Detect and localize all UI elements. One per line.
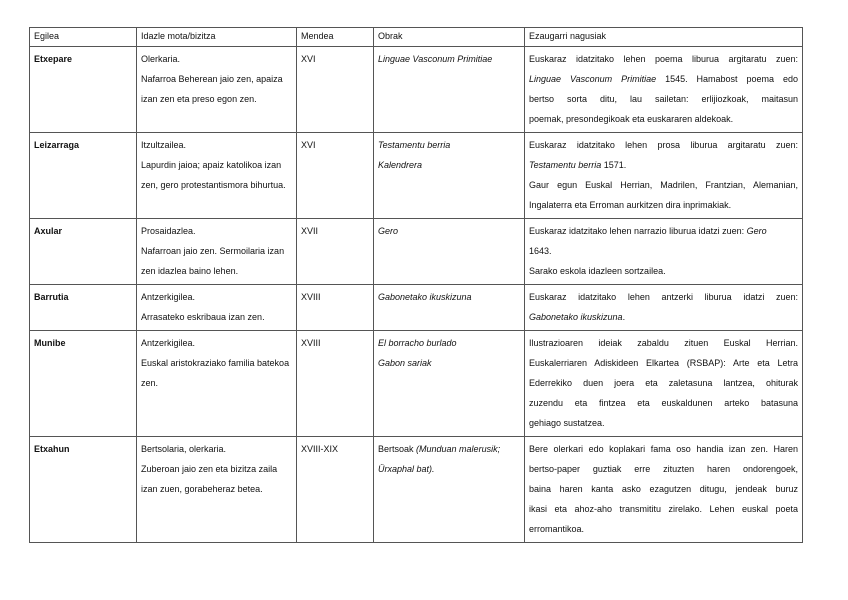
work-title: Testamentu berria: [378, 140, 451, 150]
feature-line: Ilustrazioaren ideiak zabaldu zituen Euskal Herrian.: [529, 338, 798, 348]
author-cell: Axular: [30, 219, 137, 285]
works-cell: [374, 331, 525, 437]
feature-line: Euskaraz idatzitako lehen prosa liburua argitaratu zuen:: [529, 140, 798, 150]
work-reference: Linguae Vasconum Primitiae: [529, 74, 657, 84]
feature-line: bertso-paper guztiak erre zituzten haren ondorengoek,: [529, 464, 798, 474]
works-cell: [374, 437, 525, 543]
feature-line: ikasi eta ahoz-aho transmititu zirelako. Lehen euskal poeta: [529, 504, 798, 514]
feature-text: Euskaraz idatzitako lehen narrazio liburua idatzi zuen:: [529, 226, 745, 236]
type-cell: [137, 437, 297, 543]
type-title: Itzultzailea.: [141, 140, 187, 150]
work-title: [378, 439, 520, 479]
feature-line: [529, 307, 798, 327]
century-cell: XVI: [297, 47, 374, 133]
type-cell: [137, 285, 297, 331]
feature-line: Bere olerkari edo koplakari fama oso handia izan zen. Haren: [529, 444, 798, 454]
type-cell: [137, 219, 297, 285]
feature-line: Gaur egun Euskal Herrian, Madrilen, Frantzian, Alemanian,: [529, 180, 798, 190]
author-cell: Leizarraga: [30, 133, 137, 219]
table-row: [30, 47, 803, 133]
feature-line: Ingalaterra eta Erroman aurkitzen dira inprimakiak.: [529, 200, 732, 210]
table-row: [30, 331, 803, 437]
work-title: Gabonetako ikuskizuna: [378, 292, 472, 302]
header-century: Mendea: [297, 28, 374, 47]
century-cell: XVII: [297, 219, 374, 285]
type-bio: Euskal aristokraziako familia batekoa zen.: [141, 358, 290, 388]
works-cell: [374, 133, 525, 219]
type-bio: Lapurdin jaioa; apaiz katolikoa izan zen, gero protestantismora bihurtua.: [141, 160, 286, 190]
table-row: [30, 285, 803, 331]
work-reference: Testamentu berria: [529, 160, 602, 170]
work-reference: Gabonetako ikuskizuna: [529, 312, 623, 322]
feature-line: gehiago sustatzea.: [529, 418, 605, 428]
author-cell: Etxepare: [30, 47, 137, 133]
century-cell: XVIII: [297, 285, 374, 331]
type-bio: Nafarroan jaio zen. Sermoilaria izan zen idazlea baino lehen.: [141, 246, 285, 276]
feature-line: [529, 155, 798, 175]
feature-text: .: [622, 312, 626, 322]
works-cell: [374, 47, 525, 133]
type-title: Antzerkigilea.: [141, 292, 196, 302]
work-main: Bertsoak: [378, 444, 414, 454]
writers-table: [29, 27, 803, 543]
feature-line: bertso sorta ditu, lau sailetan: erlijiozkoak, maitasun: [529, 94, 798, 104]
work-reference: Gero: [746, 226, 767, 236]
type-bio: Zuberoan jaio zen eta bizitza zaila izan zuen, gorabeheraz betea.: [141, 464, 278, 494]
type-title: Antzerkigilea.: [141, 338, 196, 348]
type-cell: [137, 331, 297, 437]
features-cell: [525, 331, 803, 437]
works-cell: [374, 219, 525, 285]
header-row: [30, 28, 803, 47]
feature-line: erromantikoa.: [529, 524, 585, 534]
feature-line: [529, 221, 798, 241]
century-cell: XVI: [297, 133, 374, 219]
features-cell: [525, 437, 803, 543]
features-cell: [525, 219, 803, 285]
type-title: Prosaidazlea.: [141, 226, 196, 236]
feature-line: Euskaraz idatzitako lehen poema liburua argitaratu zuen:: [529, 54, 798, 64]
features-cell: [525, 285, 803, 331]
work-title: Linguae Vasconum Primitiae: [378, 54, 493, 64]
header-author: Egilea: [30, 28, 137, 47]
type-bio: Arrasateko eskribaua izan zen.: [141, 312, 265, 322]
header-works: Obrak: [374, 28, 525, 47]
author-cell: Etxahun: [30, 437, 137, 543]
feature-line: Sarako eskola idazleen sortzailea.: [529, 266, 666, 276]
feature-line: [529, 69, 798, 89]
work-title: El borracho burlado: [378, 338, 457, 348]
works-cell: [374, 285, 525, 331]
century-cell: XVIII: [297, 331, 374, 437]
feature-line: zuzendu eta fintzea eta euskaldunen arteko batasuna: [529, 398, 798, 408]
feature-line: Ederrekiko duen joera eta zaletasuna lantzea, ohiturak: [529, 378, 798, 388]
header-type: Idazle mota/bizitza: [137, 28, 297, 47]
work-subtitles: (Munduan malerusik; Ürxaphal bat).: [378, 444, 501, 474]
feature-line: baina haren kanta asko ezagutzen ditugu, jendeak buruz: [529, 484, 798, 494]
work-title: Gero: [378, 226, 399, 236]
type-cell: [137, 133, 297, 219]
work-title: Gabon sariak: [378, 358, 432, 368]
feature-line: Euskaraz idatzitako lehen antzerki liburua idatzi zuen:: [529, 292, 798, 302]
table-row: [30, 437, 803, 543]
author-cell: Barrutia: [30, 285, 137, 331]
feature-text: 1545. Hamabost poema edo: [656, 74, 798, 84]
work-title: Kalendrera: [378, 160, 423, 170]
feature-line: poemak, presondegikoak eta euskararen aldekoak.: [529, 114, 734, 124]
type-title: Bertsolaria, olerkaria.: [141, 444, 227, 454]
table-row: [30, 219, 803, 285]
feature-line: 1643.: [529, 246, 552, 256]
type-title: Olerkaria.: [141, 54, 181, 64]
author-cell: Munibe: [30, 331, 137, 437]
century-cell: XVIII-XIX: [297, 437, 374, 543]
features-cell: [525, 47, 803, 133]
table-row: [30, 133, 803, 219]
feature-line: Euskalerriaren Adiskideen Elkartea (RSBAP): Arte eta Letra: [529, 358, 798, 368]
type-cell: [137, 47, 297, 133]
type-bio: Nafarroa Beherean jaio zen, apaiza izan zen eta preso egon zen.: [141, 74, 283, 104]
features-cell: [525, 133, 803, 219]
header-features: Ezaugarri nagusiak: [525, 28, 803, 47]
feature-text: 1571.: [601, 160, 627, 170]
